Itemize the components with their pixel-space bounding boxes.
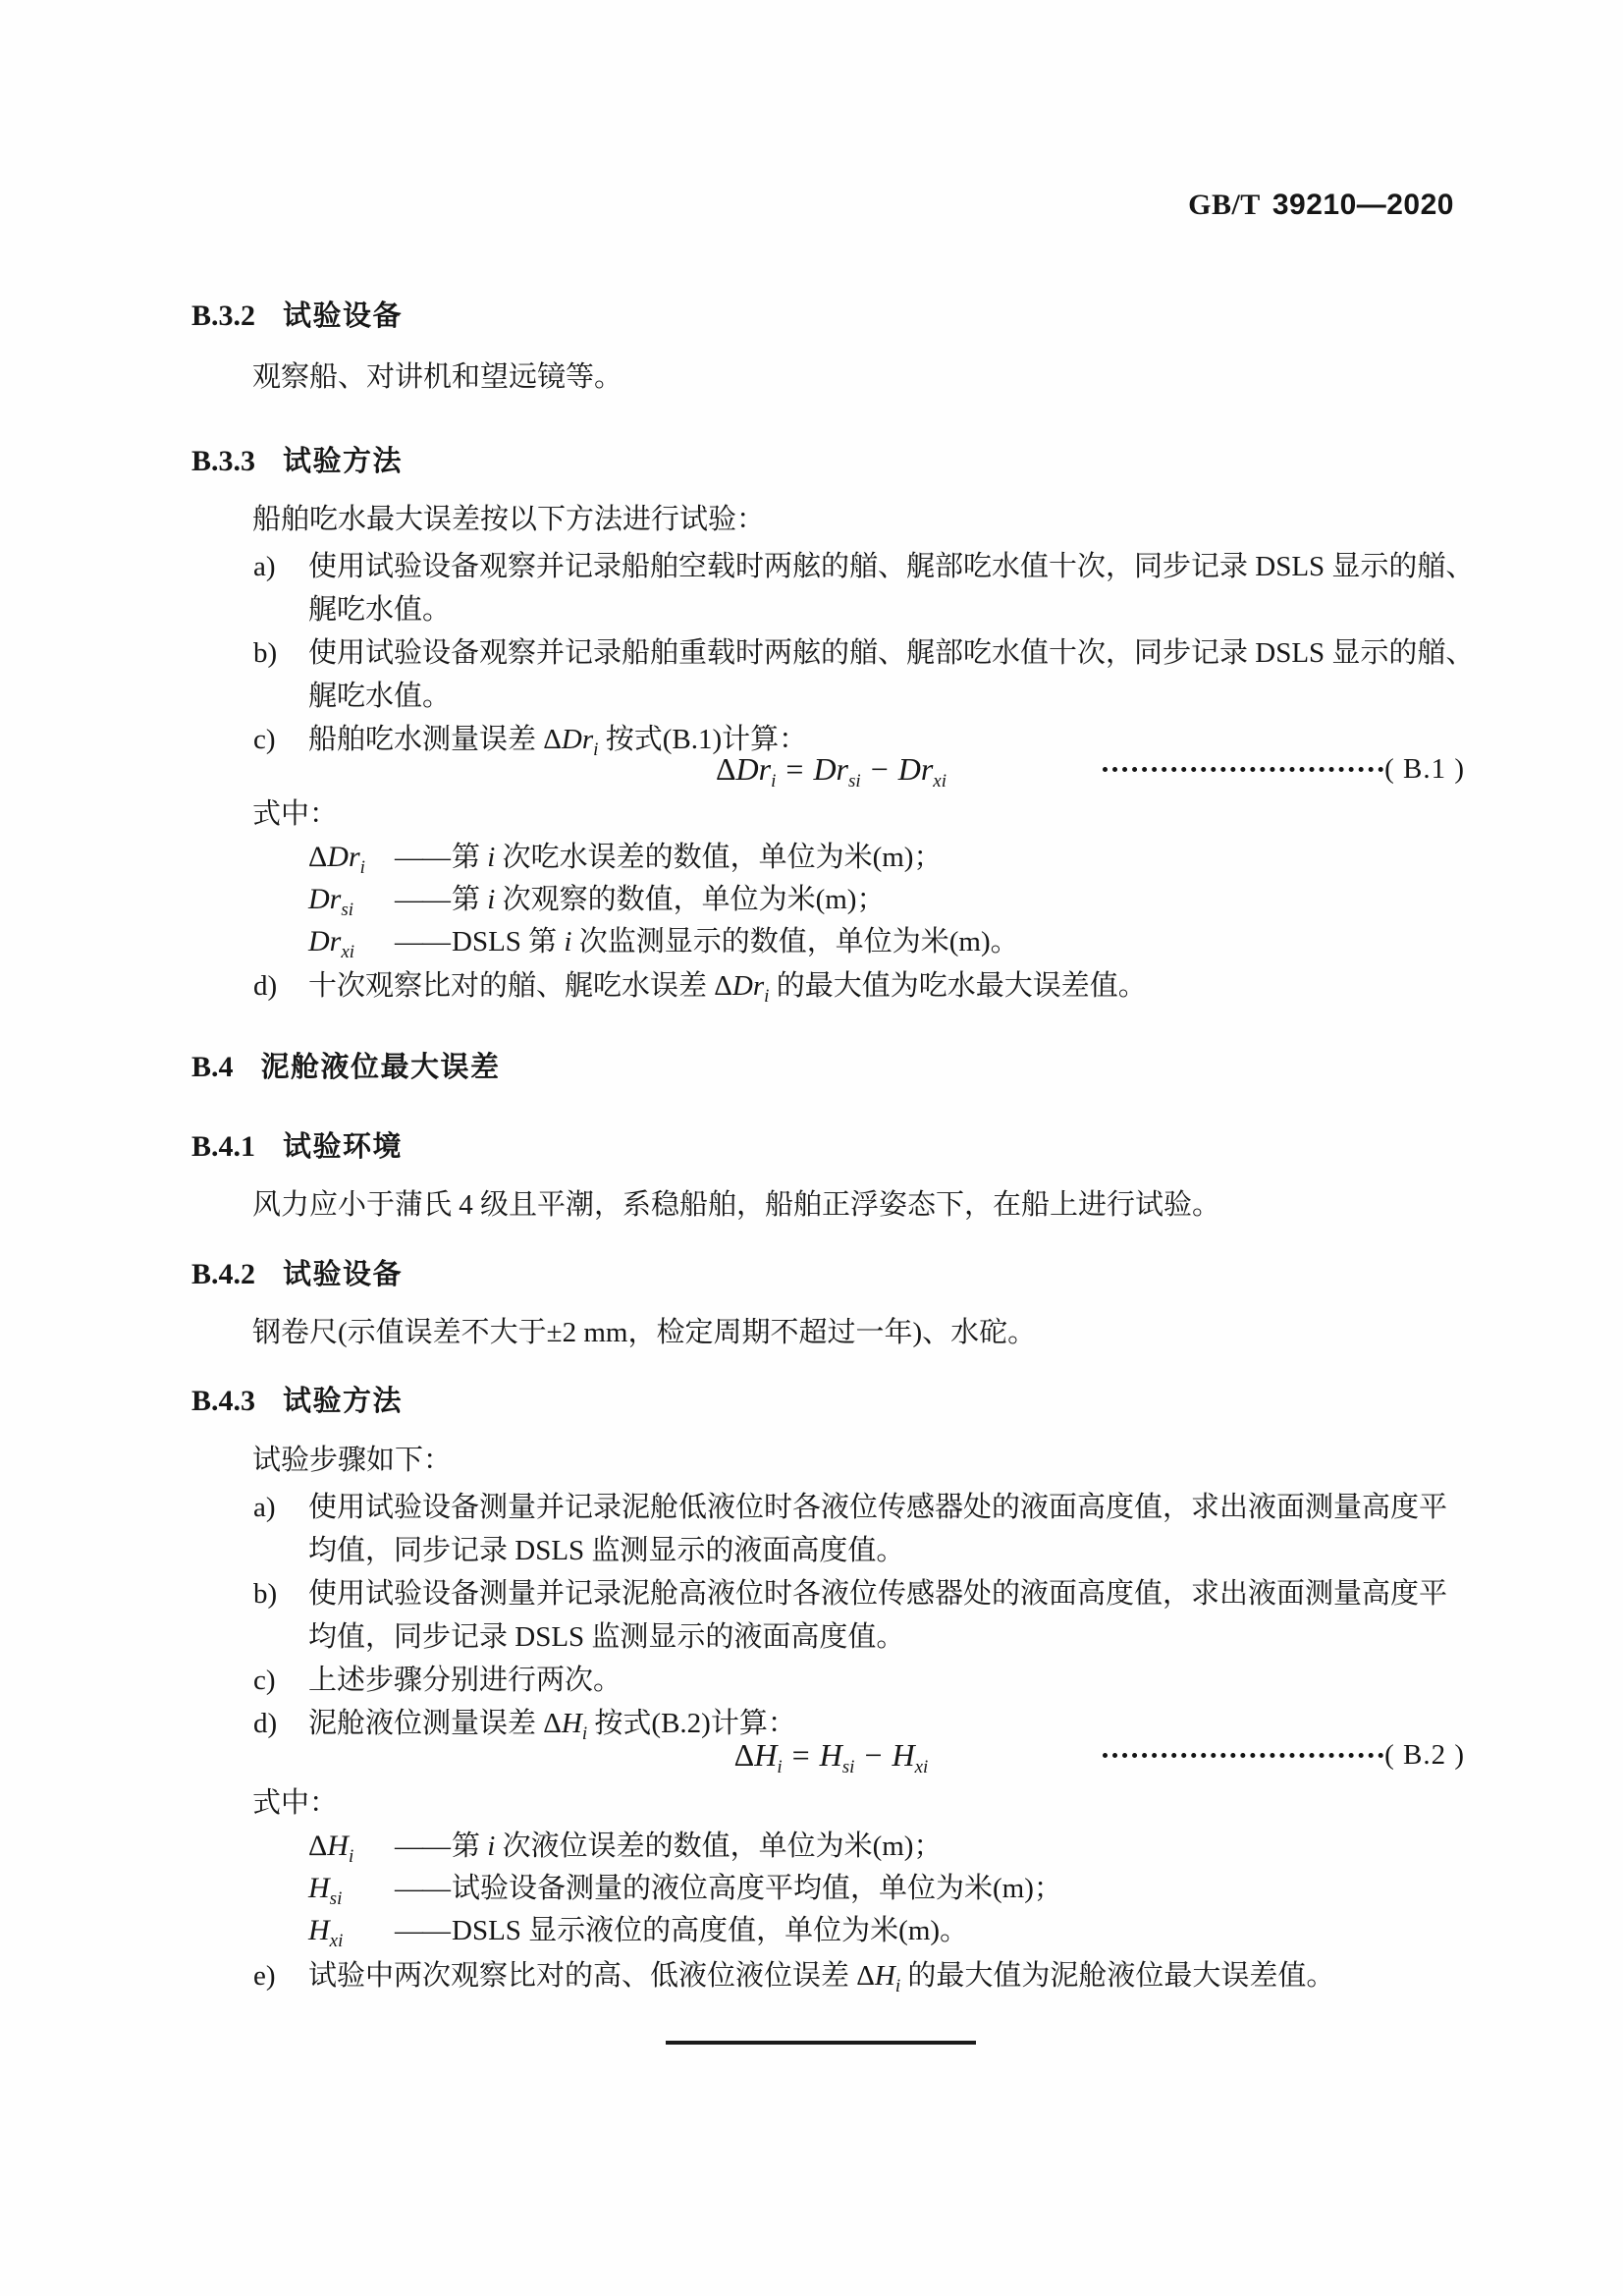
- math-subscript: si: [841, 1757, 855, 1777]
- paragraph-b33-intro: 船舶吃水最大误差按以下方法进行试验：: [252, 504, 766, 535]
- clause-title: 试验方法: [283, 446, 404, 477]
- math-subscript: xi: [329, 1931, 344, 1951]
- definition-pre: 第: [452, 1831, 488, 1862]
- where-label: 式中：: [252, 1787, 339, 1819]
- item-text: 的最大值为吃水最大误差值。: [769, 970, 1147, 1002]
- symbol: [308, 838, 395, 877]
- item-text: 上述步骤分别进行两次。: [308, 1665, 622, 1696]
- math-subscript: i: [777, 1757, 783, 1777]
- list-marker: a): [253, 1492, 276, 1523]
- heading-b33: [191, 439, 403, 479]
- definition-text: [395, 1827, 942, 1866]
- symbol-definition: [308, 1869, 1062, 1908]
- math-subscript: xi: [341, 942, 355, 962]
- clause-title: 试验设备: [283, 301, 404, 332]
- equals-sign: =: [791, 1737, 810, 1773]
- heading-b43: [191, 1379, 403, 1419]
- math-variable: Dr: [813, 751, 848, 787]
- heading-b42: [191, 1252, 403, 1292]
- paragraph-b41: 风力应小于蒲氏 4 级且平潮，系稳船舶，船舶正浮姿态下，在船上进行试验。: [252, 1189, 1221, 1221]
- definition-text: [395, 880, 885, 919]
- symbol-definition: [308, 1911, 968, 1950]
- dot-leader: [1103, 1753, 1383, 1758]
- paragraph-b42: 钢卷尺(示值误差不大于±2 mm，检定周期不超过一年)、水砣。: [252, 1317, 1037, 1348]
- math-variable: Dr: [308, 925, 342, 957]
- math-subscript: i: [348, 1846, 354, 1867]
- equation-number: ( B.2 ): [1384, 1739, 1465, 1771]
- list-marker: b): [253, 637, 278, 669]
- clause-title: 试验方法: [283, 1386, 404, 1417]
- math-variable: Dr: [735, 751, 772, 787]
- math-delta: Δ: [733, 1737, 755, 1773]
- heading-b32: [191, 294, 403, 334]
- math-variable: H: [874, 1960, 895, 1992]
- list-item-b43-e: [253, 1954, 1334, 1997]
- dash: ——: [395, 1873, 450, 1904]
- math-subscript: i: [581, 1723, 588, 1744]
- index-variable: i: [487, 884, 496, 915]
- standard-number: 39210—2020: [1271, 189, 1454, 221]
- equals-sign: =: [785, 751, 804, 787]
- list-marker: a): [253, 551, 276, 582]
- symbol: [308, 1827, 395, 1866]
- item-line: 均值，同步记录 DSLS 监测显示的液面高度值。: [308, 1535, 905, 1566]
- definition-post: 试验设备测量的液位高度平均值，单位为米(m)；: [452, 1873, 1062, 1904]
- math-subscript: xi: [914, 1757, 929, 1777]
- paragraph-b43-intro: 试验步骤如下：: [252, 1445, 453, 1476]
- definition-post: 次液位误差的数值，单位为米(m)；: [495, 1831, 943, 1862]
- list-item-b43-a: [253, 1486, 1447, 1572]
- list-marker: c): [253, 1665, 276, 1696]
- item-line: 使用试验设备测量并记录泥舱高液位时各液位传感器处的液面高度值，求出液面测量高度平: [308, 1578, 1448, 1610]
- item-line: 使用试验设备测量并记录泥舱低液位时各液位传感器处的液面高度值，求出液面测量高度平: [308, 1492, 1448, 1523]
- item-line: 艉吃水值。: [308, 681, 452, 712]
- equation-body: [733, 1737, 929, 1777]
- list-item-b33-a: [253, 545, 1474, 631]
- clause-number: B.3.2: [191, 300, 256, 332]
- symbol: [308, 1869, 395, 1908]
- math-delta: Δ: [714, 970, 732, 1002]
- item-line: 使用试验设备观察并记录船舶重载时两舷的艏、艉部吃水值十次，同步记录 DSLS 显示的艏、: [308, 637, 1475, 669]
- equation-b1: [191, 749, 1471, 792]
- equation-body: [715, 751, 947, 792]
- equation-b2: [191, 1735, 1471, 1775]
- math-delta: Δ: [543, 1708, 562, 1739]
- clause-title: 试验设备: [283, 1259, 404, 1290]
- list-marker: e): [253, 1960, 276, 1992]
- definition-text: [395, 1911, 968, 1950]
- list-marker: b): [253, 1578, 278, 1610]
- list-marker: d): [253, 970, 278, 1002]
- math-variable: Dr: [308, 883, 342, 915]
- clause-number: B.4.1: [191, 1130, 256, 1163]
- dash: ——: [395, 842, 450, 873]
- definition-post: 次监测显示的数值，单位为米(m)。: [571, 926, 1019, 957]
- paragraph-b32: 观察船、对讲机和望远镜等。: [252, 361, 623, 393]
- math-delta: Δ: [308, 1830, 328, 1862]
- list-item-b33-b: [253, 631, 1474, 718]
- math-subscript: i: [359, 857, 365, 878]
- math-subscript: i: [771, 771, 777, 792]
- symbol-definition: [308, 922, 1019, 961]
- definition-post: DSLS 显示液位的高度值，单位为米(m)。: [452, 1915, 969, 1946]
- math-variable: H: [561, 1708, 582, 1739]
- item-line: 使用试验设备观察并记录船舶空载时两舷的艏、艉部吃水值十次，同步记录 DSLS 显示的艏、: [308, 551, 1475, 582]
- dot-leader: [1103, 767, 1383, 772]
- item-text: 试验中两次观察比对的高、低液位液位误差: [308, 1960, 857, 1992]
- item-text: 泥舱液位测量误差: [308, 1708, 544, 1739]
- definition-pre: 第: [452, 884, 488, 915]
- math-variable: H: [892, 1737, 915, 1773]
- equation-reference: [1103, 749, 1465, 789]
- item-text: 的最大值为泥舱液位最大误差值。: [900, 1960, 1335, 1992]
- item-line: 均值，同步记录 DSLS 监测显示的液面高度值。: [308, 1621, 905, 1653]
- clause-number: B.4.3: [191, 1385, 256, 1417]
- list-marker: d): [253, 1708, 278, 1739]
- heading-b4: [191, 1045, 501, 1085]
- definition-post: 次吃水误差的数值，单位为米(m)；: [495, 842, 943, 873]
- math-delta: Δ: [308, 841, 328, 873]
- math-subscript: i: [593, 739, 599, 760]
- index-variable: i: [564, 926, 572, 957]
- math-variable: Dr: [561, 724, 594, 755]
- heading-b41: [191, 1124, 403, 1165]
- list-marker: c): [253, 724, 276, 755]
- dash: ——: [395, 884, 450, 915]
- symbol-definition: [308, 880, 885, 919]
- list-item-b33-d: [253, 964, 1147, 1008]
- math-variable: Dr: [327, 841, 360, 873]
- math-subscript: i: [894, 1976, 901, 1996]
- dash: ——: [395, 1831, 450, 1862]
- list-item-b43-b: [253, 1572, 1447, 1659]
- definition-pre: DSLS 第: [452, 926, 565, 957]
- dash: ——: [395, 926, 450, 957]
- math-subscript: xi: [933, 771, 947, 792]
- list-item-b43-c: [253, 1659, 622, 1702]
- symbol-definition: [308, 1827, 942, 1866]
- math-delta: Δ: [715, 751, 736, 787]
- minus-sign: −: [870, 751, 889, 787]
- equation-number: ( B.1 ): [1384, 753, 1465, 785]
- math-delta: Δ: [543, 724, 562, 755]
- clause-title: 泥舱液位最大误差: [260, 1052, 501, 1083]
- index-variable: i: [487, 1831, 496, 1862]
- math-subscript: si: [341, 900, 354, 920]
- definition-post: 次观察的数值，单位为米(m)；: [495, 884, 886, 915]
- end-of-text-rule: [666, 2041, 976, 2045]
- where-label: 式中：: [252, 798, 339, 830]
- item-text: 十次观察比对的艏、艉吃水误差: [308, 970, 715, 1002]
- symbol-definition: [308, 838, 942, 877]
- math-variable: Dr: [897, 751, 934, 787]
- definition-text: [395, 922, 1019, 961]
- math-subscript: si: [848, 771, 861, 792]
- clause-number: B.3.3: [191, 445, 256, 477]
- item-line: 艉吃水值。: [308, 594, 452, 626]
- math-variable: H: [754, 1737, 778, 1773]
- definition-text: [395, 838, 942, 877]
- symbol: [308, 922, 395, 961]
- math-variable: Dr: [731, 970, 765, 1002]
- math-variable: H: [327, 1830, 349, 1862]
- item-text: 按式(B.2)计算：: [587, 1708, 796, 1739]
- page-header: [1188, 189, 1454, 222]
- standard-code: GB/T: [1188, 189, 1261, 221]
- index-variable: i: [487, 842, 496, 873]
- math-variable: H: [308, 1872, 330, 1904]
- equation-reference: [1103, 1735, 1465, 1775]
- symbol: [308, 1911, 395, 1950]
- minus-sign: −: [864, 1737, 883, 1773]
- definition-pre: 第: [452, 842, 488, 873]
- definition-text: [395, 1869, 1062, 1908]
- symbol: [308, 880, 395, 919]
- dash: ——: [395, 1915, 450, 1946]
- clause-number: B.4: [191, 1051, 234, 1083]
- math-variable: H: [819, 1737, 842, 1773]
- math-subscript: si: [329, 1888, 343, 1909]
- clause-title: 试验环境: [283, 1131, 404, 1163]
- math-delta: Δ: [856, 1960, 875, 1992]
- item-text: 按式(B.1)计算：: [598, 724, 808, 755]
- clause-number: B.4.2: [191, 1258, 256, 1290]
- item-text: 船舶吃水测量误差: [308, 724, 544, 755]
- math-variable: H: [308, 1914, 330, 1946]
- math-subscript: i: [764, 986, 770, 1007]
